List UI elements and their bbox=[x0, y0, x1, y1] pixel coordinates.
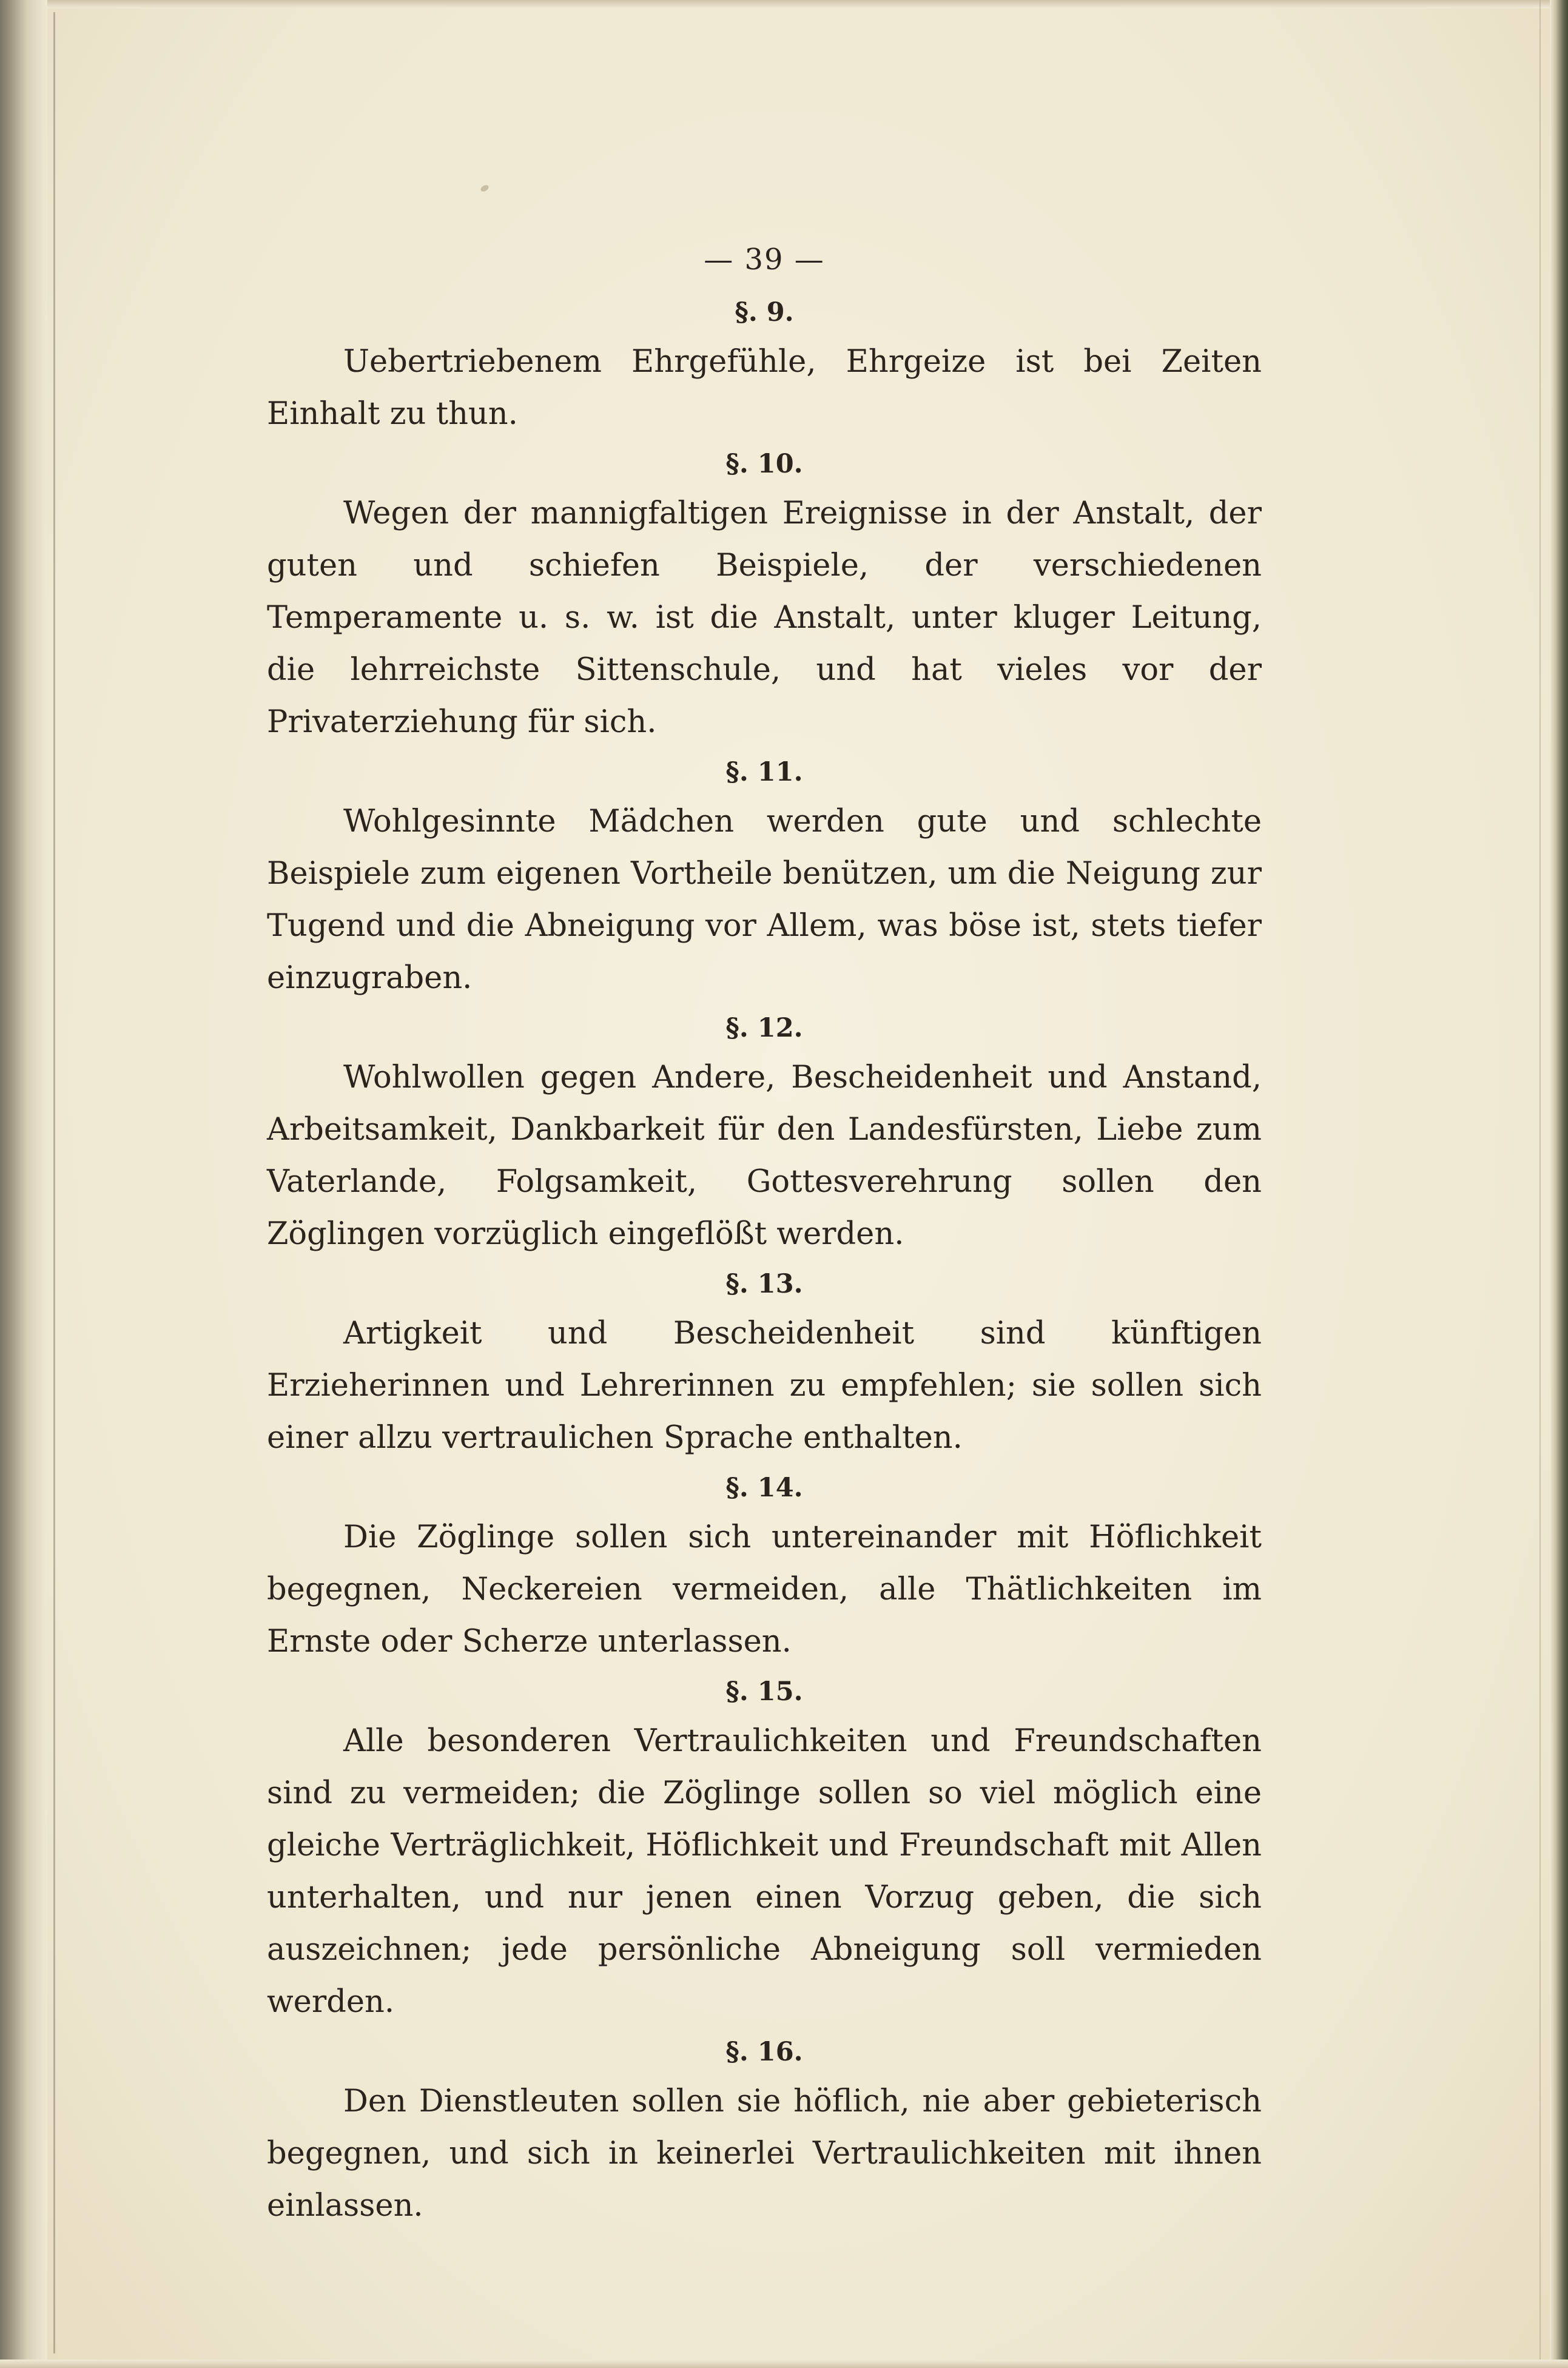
section-paragraph: Uebertriebenem Ehrgefühle, Ehrgeize ist bei Zeiten Einhalt zu thun. bbox=[267, 344, 1262, 432]
page-number: — 39 — bbox=[704, 243, 825, 277]
section-16 bbox=[267, 2037, 1262, 2232]
page-right-fold-line bbox=[1539, 0, 1541, 2368]
section-paragraph: Wohlwollen gegen Andere, Bescheidenheit und Anstand, Arbeitsamkeit, Dankbarkeit für den Landesfürsten, Liebe zum Vaterlande, Folgsamkeit, Gottesverehrung sollen den Zöglingen vorzüglich eingeflößt werden. bbox=[267, 1060, 1262, 1252]
binding-gutter bbox=[0, 0, 47, 2368]
section-paragraph: Wegen der mannigfaltigen Ereignisse in der Anstalt, der guten und schiefen Beispiele, der verschiedenen Temperamente u. s. w. ist die Anstalt, unter kluger Leitung, die lehrreichste Sittenschule, und hat vieles vor der Privaterziehung für sich. bbox=[267, 496, 1262, 740]
page-bottom-edge bbox=[0, 2360, 1568, 2368]
paper-blemish bbox=[480, 184, 490, 193]
section-heading: §. 16. bbox=[725, 2037, 803, 2067]
section-11 bbox=[267, 757, 1262, 1004]
section-9 bbox=[267, 297, 1262, 440]
section-12 bbox=[267, 1013, 1262, 1260]
section-heading: §. 11. bbox=[725, 757, 803, 787]
section-15 bbox=[267, 1677, 1262, 2028]
section-10 bbox=[267, 449, 1262, 748]
section-14 bbox=[267, 1473, 1262, 1668]
section-heading: §. 13. bbox=[725, 1269, 803, 1299]
section-heading: §. 15. bbox=[725, 1677, 803, 1707]
page-right-edge bbox=[1550, 0, 1568, 2368]
section-paragraph: Artigkeit und Bescheidenheit sind künftigen Erzieherinnen und Lehrerinnen zu empfehlen; sie sollen sich einer allzu vertraulichen Sprache enthalten. bbox=[267, 1316, 1262, 1456]
section-13 bbox=[267, 1269, 1262, 1464]
section-heading: §. 14. bbox=[725, 1473, 803, 1503]
section-paragraph: Den Dienstleuten sollen sie höflich, nie aber gebieterisch begegnen, und sich in keinerlei Vertraulichkeiten mit ihnen einlassen. bbox=[267, 2084, 1262, 2224]
section-heading: §. 12. bbox=[725, 1013, 803, 1043]
section-paragraph: Alle besonderen Vertraulichkeiten und Freundschaften sind zu vermeiden; die Zöglinge sollen so viel möglich eine gleiche Verträglichkeit, Höflichkeit und Freundschaft mit Allen unterhalten, und nur jenen einen Vorzug geben, die sich auszeichnen; jede persönliche Abneigung soll vermieden werden. bbox=[267, 1723, 1262, 2020]
section-paragraph: Wohlgesinnte Mädchen werden gute und schlechte Beispiele zum eigenen Vortheile benützen, um die Neigung zur Tugend und die Abneigung vor Allem, was böse ist, stets tiefer einzugraben. bbox=[267, 804, 1262, 996]
text-block bbox=[267, 243, 1262, 2241]
section-heading: §. 10. bbox=[725, 449, 803, 479]
section-paragraph: Die Zöglinge sollen sich untereinander mit Höflichkeit begegnen, Neckereien vermeiden, alle Thätlichkeiten im Ernste oder Scherze unterlassen. bbox=[267, 1519, 1262, 1660]
section-heading: §. 9. bbox=[735, 297, 794, 328]
gutter-fold-line bbox=[53, 12, 55, 2353]
page-top-edge bbox=[0, 0, 1568, 8]
